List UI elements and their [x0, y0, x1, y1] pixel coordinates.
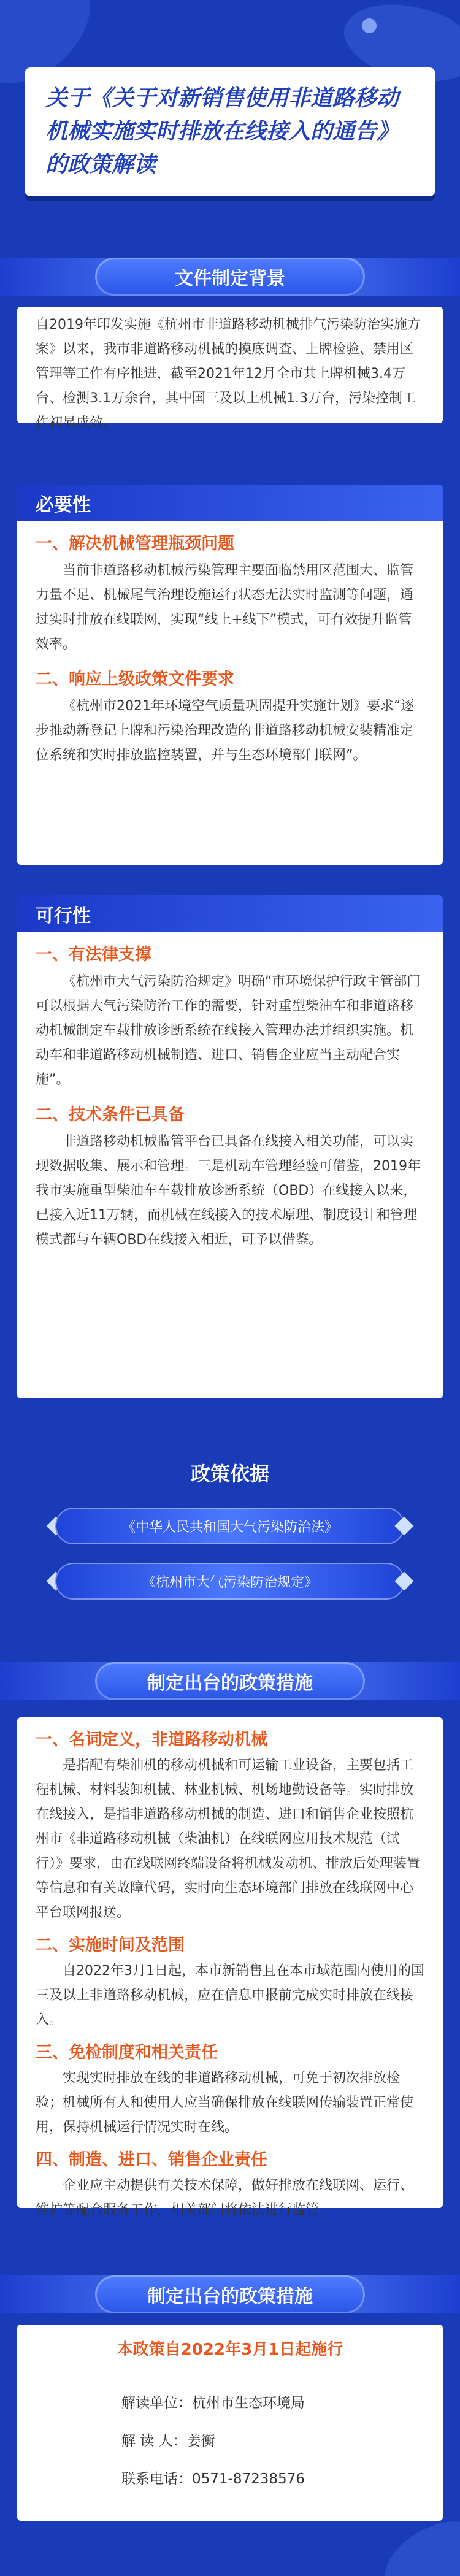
feasibility-card [17, 932, 443, 1398]
section-title-basis: 政策依据 [190, 1462, 269, 1485]
person-label: 解 读 人： [121, 2433, 187, 2449]
section-title-background: 文件制定背景 [95, 258, 365, 296]
feasibility-item-1-text: 《杭州市大气污染防治规定》明确“市环境保护行政主管部门可以根据大气污染防治工作的需要，针对重型柴油车和非道路移动机械制定车载排放诊断系统在线接入管理办法并组织实施。机动车和非道路移动机械制造、进口、销售企业应当主动配合实施”。 [36, 974, 421, 1087]
section-banner-measures [0, 1662, 460, 1700]
measures-item-2-text: 自2022年3月1日起，本市新销售且在本市域范围内使用的国三及以上非道路移动机械，应在信息申报前完成实时排放在线接入。 [36, 1963, 424, 2028]
law-item-1: 《中华人民共和国大气污染防治法》 [55, 1508, 405, 1544]
background-card [17, 307, 443, 431]
measures-card [17, 1717, 443, 2218]
person-row [121, 2422, 443, 2460]
law-item-2: 《杭州市大气污染防治规定》 [55, 1563, 405, 1600]
measures-item-1-text: 是指配有柴油机的移动机械和可运输工业设备，主要包括工程机械、材料装卸机械、林业机械、机场地勤设备等。实时排放在线接入，是指非道路移动机械的制造、进口和销售企业按照杭州市《非道路移动机械（柴油机）在线联网应用技术规范（试行）》要求，由在线联网终端设备将机械发动机、排放后处理装置等信息和有关故障代码，实时向生态环境部门排放在线联网中心平台联网报送。 [36, 1758, 421, 1920]
page-title: 关于《关于对新销售使用非道路移动机械实施实时排放在线接入的通告》的政策解读 [45, 86, 399, 177]
section-banner-footer [0, 2275, 460, 2313]
section-title-measures: 制定出台的政策措施 [95, 1662, 365, 1700]
measures-item-4-title: 四、制造、进口、销售企业责任 [36, 2150, 267, 2169]
necessity-item-1-text: 当前非道路移动机械污染管理主要面临禁用区范围大、监管力量不足、机械尾气治理设施运行状态无法实时监测等问题，通过实时排放在线联网，实现“线上+线下”模式，可有效提升监管效率。 [36, 563, 414, 652]
phone-label: 联系电话： [121, 2471, 192, 2487]
measures-item-3-title: 三、免检制度和相关责任 [36, 2043, 218, 2062]
measures-item-3-text: 实现实时排放在线的非道路移动机械，可免于初次排放检验；机械所有人和使用人应当确保排放在线联网传输装置正常使用，保持机械运行情况实时在线。 [36, 2071, 414, 2135]
section-title-feasibility: 可行性 [17, 895, 443, 932]
phone-value: 0571-87238576 [192, 2471, 305, 2487]
decorative-circle [362, 18, 377, 33]
unit-row [121, 2384, 443, 2422]
section-banner-basis [0, 1454, 460, 1492]
footer-card [17, 2325, 443, 2521]
necessity-card [17, 521, 443, 865]
feasibility-item-2-text: 非道路移动机械监管平台已具备在线接入相关功能，可以实现数据收集、展示和管理。三是机动车管理经验可借鉴，2019年我市实施重型柴油车车载排放诊断系统（OBD）在线接入以来，已接入近11万辆，而机械在线接入的技术原理、制度设计和管理模式都与车辆OBD在线接入相近，可予以借鉴。 [36, 1134, 421, 1248]
phone-row [121, 2460, 443, 2498]
necessity-item-2-text: 《杭州市2021年环境空气质量巩固提升实施计划》要求“逐步推动新登记上牌和污染治理改造的非道路移动机械安装精准定位系统和实时排放监控装置，并与生态环境部门联网”。 [36, 699, 415, 763]
unit-label: 解读单位： [121, 2395, 192, 2411]
title-card [25, 67, 435, 196]
feasibility-item-1-title: 一、有法律支撑 [36, 945, 151, 964]
section-title-footer: 制定出台的政策措施 [95, 2275, 365, 2313]
section-banner-background [0, 258, 460, 296]
person-value: 姜衡 [186, 2433, 215, 2449]
unit-value: 杭州市生态环境局 [192, 2395, 305, 2411]
necessity-item-2-title: 二、响应上级政策文件要求 [36, 670, 234, 689]
background-text: 自2019年印发实施《杭州市非道路移动机械排气污染防治实施方案》以来，我市非道路移动机械的摸底调查、上牌检验、禁用区管理等工作有序推进，截至2021年12月全市共上牌机械3.4万台、检测3.1万余台，其中国三及以上机械1.3万台，污染控制工作初显成效。 [36, 317, 421, 431]
measures-item-4-text: 企业应主动提供有关技术保障，做好排放在线联网、运行、维护等配合服务工作，相关部门将依法进行监管。 [36, 2178, 414, 2218]
measures-item-2-title: 二、实施时间及范围 [36, 1936, 185, 1955]
effective-date: 本政策自2022年3月1日起施行 [117, 2340, 343, 2359]
necessity-item-1-title: 一、解决机械管理瓶颈问题 [36, 534, 234, 553]
measures-item-1-title: 一、名词定义，非道路移动机械 [36, 1730, 267, 1749]
feasibility-item-2-title: 二、技术条件已具备 [36, 1105, 185, 1124]
section-title-necessity: 必要性 [17, 485, 443, 521]
